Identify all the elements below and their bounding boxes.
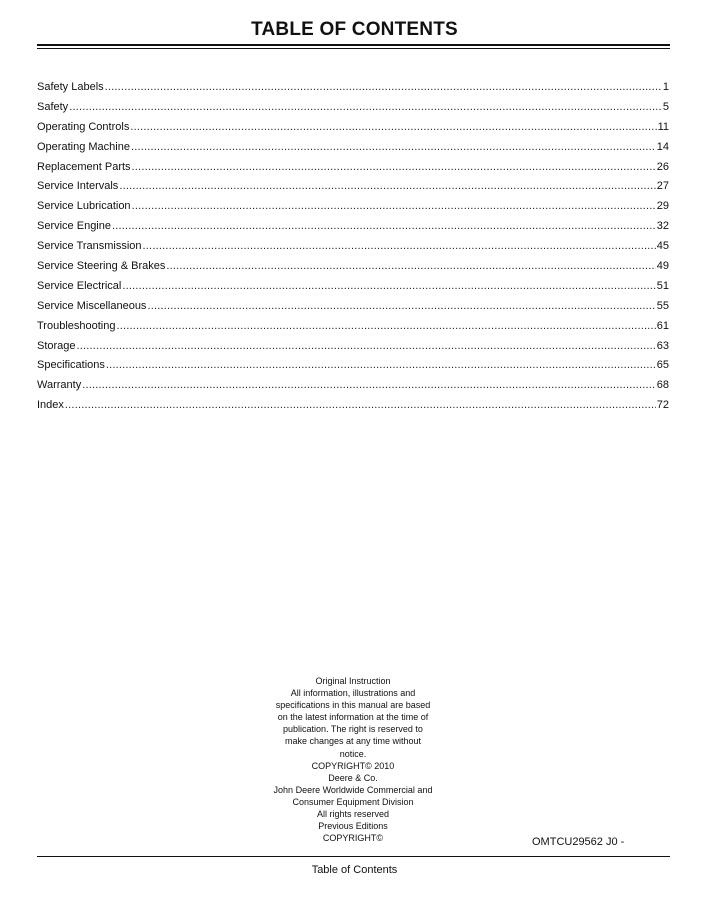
- notice-line: Deere & Co.: [328, 772, 378, 783]
- toc-entry-page: 63: [656, 339, 669, 352]
- toc-leader-dots: [131, 139, 656, 155]
- toc-entry-label: Replacement Parts: [37, 160, 131, 173]
- toc-entry-page: 49: [656, 260, 669, 273]
- toc-entry-operating-controls[interactable]: [37, 119, 669, 139]
- toc-entry-page: 51: [656, 279, 669, 292]
- toc-entry-label: Safety Labels: [37, 81, 104, 93]
- toc-entry-replacement-parts[interactable]: [37, 159, 669, 179]
- notice-line: All rights reserved: [316, 809, 390, 820]
- notice-line: COPYRIGHT©: [322, 833, 384, 844]
- notice-line: John Deere Worldwide Commercial and: [273, 784, 433, 795]
- toc-entry-label: Warranty: [37, 379, 82, 392]
- toc-leader-dots: [112, 218, 656, 234]
- toc-leader-dots: [166, 258, 655, 274]
- toc-entry-troubleshooting[interactable]: [37, 318, 669, 338]
- page-title: TABLE OF CONTENTS: [251, 19, 458, 40]
- toc-entry-storage[interactable]: [37, 338, 669, 358]
- toc-entry-page: 45: [656, 240, 669, 253]
- toc-entry-label: Operating Controls: [37, 120, 130, 133]
- notice-line: on the latest information at the time of: [277, 712, 429, 723]
- toc-entry-label: Service Intervals: [37, 180, 119, 193]
- notice-line: make changes at any time without: [284, 736, 422, 747]
- toc-entry-page: 61: [656, 319, 669, 332]
- toc-leader-dots: [122, 278, 655, 294]
- toc-entry-label: Index: [37, 399, 64, 412]
- toc-entry-label: Service Engine: [37, 220, 111, 233]
- notice-line: COPYRIGHT© 2010: [311, 760, 395, 771]
- title-rule-thick: [37, 44, 670, 46]
- toc-entry-service-transmission[interactable]: [37, 238, 669, 258]
- toc-leader-dots: [116, 318, 655, 334]
- toc-entry-label: Safety: [37, 100, 69, 113]
- toc-leader-dots: [143, 238, 656, 254]
- toc-entry-service-steering-brakes[interactable]: [37, 258, 669, 278]
- toc-entry-service-intervals[interactable]: [37, 178, 669, 198]
- notice-line: All information, illustrations and: [290, 688, 416, 699]
- toc-entry-service-electrical[interactable]: [37, 278, 669, 298]
- toc-leader-dots: [69, 99, 662, 115]
- toc-entry-service-miscellaneous[interactable]: [37, 298, 669, 318]
- toc-entry-label: Storage: [37, 339, 76, 352]
- toc-leader-dots: [147, 298, 655, 314]
- toc-entry-operating-machine[interactable]: [37, 139, 669, 159]
- toc-entry-page: 68: [656, 379, 669, 392]
- footer-section-label: Table of Contents: [311, 864, 398, 876]
- footer-rule: [37, 856, 670, 857]
- copyright-notice: [262, 675, 444, 844]
- toc-leader-dots: [132, 159, 656, 175]
- toc-entry-specifications[interactable]: [37, 357, 669, 377]
- toc-entry-page: 26: [656, 160, 669, 173]
- toc-entry-service-lubrication[interactable]: [37, 198, 669, 218]
- toc-leader-dots: [132, 198, 656, 214]
- toc-leader-dots: [106, 357, 656, 373]
- toc-leader-dots: [77, 338, 656, 354]
- toc-entry-index[interactable]: [37, 397, 669, 417]
- toc-entry-page: 27: [656, 180, 669, 193]
- toc-entry-label: Service Miscellaneous: [37, 299, 147, 312]
- document-code: OMTCU29562 J0 -: [532, 836, 625, 848]
- toc-entry-label: Service Transmission: [37, 240, 142, 253]
- toc-entry-page: 55: [656, 299, 669, 312]
- notice-line: Previous Editions: [318, 821, 388, 832]
- toc-leader-dots: [105, 79, 662, 95]
- toc-entry-page: 29: [656, 200, 669, 213]
- toc-entry-page: 14: [656, 140, 669, 153]
- toc-leader-dots: [82, 377, 656, 393]
- toc-entry-page: 32: [656, 220, 669, 233]
- toc-entry-page: 72: [656, 399, 669, 412]
- toc-entry-page: 5: [662, 100, 669, 113]
- toc-entry-label: Service Electrical: [37, 279, 122, 292]
- table-of-contents: [37, 79, 669, 417]
- toc-leader-dots: [65, 397, 656, 413]
- toc-entry-label: Service Steering & Brakes: [37, 260, 166, 273]
- toc-leader-dots: [130, 119, 656, 135]
- title-rule-thin: [37, 48, 670, 49]
- toc-entry-service-engine[interactable]: [37, 218, 669, 238]
- toc-entry-label: Specifications: [37, 359, 105, 372]
- toc-entry-page: 1: [662, 81, 669, 93]
- toc-entry-label: Troubleshooting: [37, 319, 116, 332]
- notice-line: specifications in this manual are based: [275, 700, 431, 711]
- toc-leader-dots: [119, 178, 655, 194]
- notice-line: publication. The right is reserved to: [283, 724, 423, 735]
- toc-entry-safety-labels[interactable]: [37, 79, 669, 99]
- toc-entry-page: 65: [656, 359, 669, 372]
- notice-line: notice.: [339, 748, 367, 759]
- notice-line: Original Instruction: [315, 676, 391, 686]
- toc-entry-warranty[interactable]: [37, 377, 669, 397]
- toc-entry-label: Service Lubrication: [37, 200, 131, 213]
- toc-entry-page: 11: [657, 120, 669, 133]
- toc-entry-label: Operating Machine: [37, 140, 130, 153]
- notice-line: Consumer Equipment Division: [292, 796, 414, 807]
- toc-entry-safety[interactable]: [37, 99, 669, 119]
